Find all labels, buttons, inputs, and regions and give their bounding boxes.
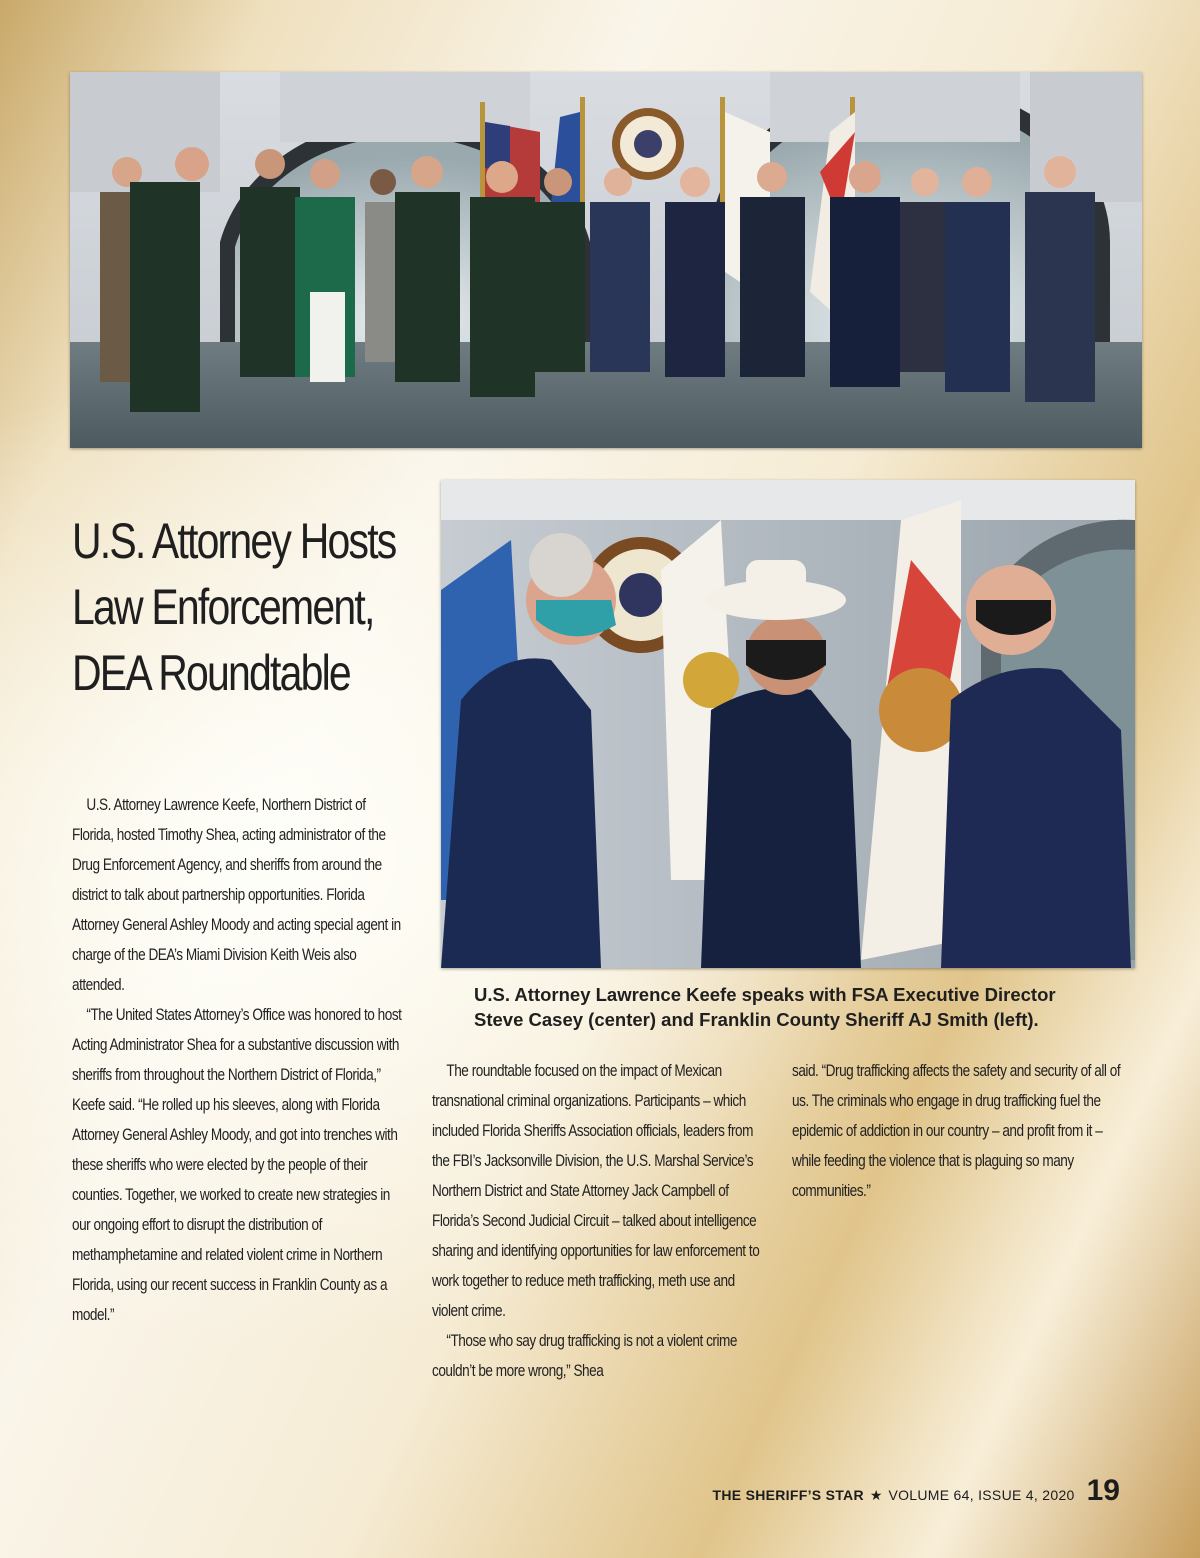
page-footer <box>713 1474 1121 1508</box>
magazine-name: THE SHERIFF’S STAR <box>712 1487 864 1503</box>
star-icon: ★ <box>869 1487 883 1503</box>
issue-info: VOLUME 64, ISSUE 4, 2020 <box>888 1487 1075 1503</box>
conversation-photo <box>441 480 1135 968</box>
body-column-1 <box>72 790 407 1330</box>
photo-caption <box>474 982 1154 1032</box>
paragraph: said. “Drug trafficking affects the safety and security of all of us. The criminals who engage in drug trafficking fuel the epidemic of addiction in our country – and profit from it – while feeding the violence that is plaguing so many communities.” <box>792 1061 1121 1200</box>
page-number: 19 <box>1086 1474 1120 1507</box>
paragraph: “Those who say drug trafficking is not a violent crime couldn’t be more wrong,” Shea <box>432 1331 737 1380</box>
caption-line-2: Steve Casey (center) and Franklin County Sheriff AJ Smith (left). <box>474 1009 1039 1030</box>
paragraph: U.S. Attorney Lawrence Keefe, Northern District of Florida, hosted Timothy Shea, acting administrator of the Drug Enforcement Agency, and sheriffs from around the district to talk about partnership opportunities. Florida Attorney General Ashley Moody and acting special agent in charge of the DEA’s Miami Division Keith Weis also attended. <box>72 795 401 994</box>
body-column-2 <box>432 1056 772 1386</box>
body-column-3 <box>792 1056 1132 1206</box>
paragraph: “The United States Attorney’s Office was honored to host Acting Administrator Shea for a substantive discussion with sheriffs from throughout the Northern District of Florida,” Keefe said. “He rolled up his sleeves, along with Florida Attorney General Ashley Moody, and got into trenches with these sheriffs who were elected by the people of their counties. Together, we worked to create new strategies in our ongoing effort to disrupt the distribution of methamphetamine and related violent crime in Northern Florida, using our recent success in Franklin County as a model.” <box>72 1005 402 1324</box>
group-photo <box>70 72 1142 448</box>
article-headline: U.S. Attorney Hosts Law Enforcement, DEA Roundtable <box>72 513 396 701</box>
caption-line-1: U.S. Attorney Lawrence Keefe speaks with FSA Executive Director <box>474 984 1056 1005</box>
paragraph: The roundtable focused on the impact of Mexican transnational criminal organizations. Participants – which included Florida Sheriffs Association officials, leaders from the FBI’s Jacksonville Division, the U.S. Marshal Service’s Northern District and State Attorney Jack Campbell of Florida’s Second Judicial Circuit – talked about intelligence sharing and identifying opportunities for law enforcement to work together to reduce meth trafficking, meth use and violent crime. <box>432 1061 760 1320</box>
group-photo-illustration <box>70 72 1142 448</box>
conversation-photo-illustration <box>441 480 1135 968</box>
